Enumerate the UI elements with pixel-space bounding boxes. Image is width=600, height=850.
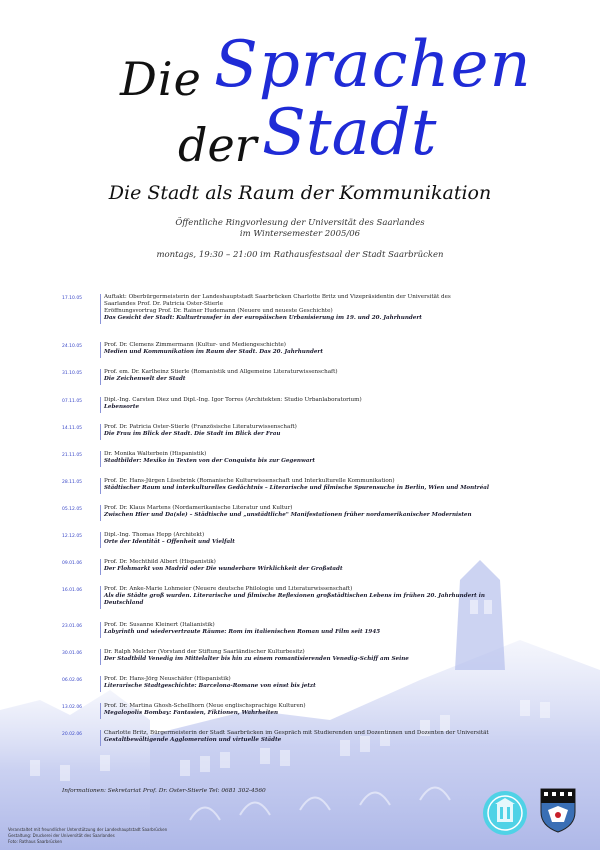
schedule-date: 31.10.05: [62, 371, 83, 376]
schedule-date: 07.11.05: [62, 399, 83, 404]
schedule-line: Dr. Monika Walterbein (Hispanistik): [104, 451, 207, 457]
schedule-text: [104, 586, 544, 607]
schedule-lecture-title: Gestaltbewältigende Agglomeration und virtuelle Städte: [104, 737, 282, 743]
schedule-date: 13.02.06: [62, 705, 83, 710]
schedule-lecture-title: Medien und Kommunikation im Raum der Stadt. Das 20. Jahrhundert: [104, 349, 323, 355]
schedule-text: [104, 294, 544, 322]
schedule-line: Prof. Dr. Susanne Kleinert (Italianistik): [104, 622, 215, 628]
schedule-text: [104, 369, 544, 383]
schedule-line: Prof. Dr. Patricia Oster-Stierle (Französische Literaturwissenschaft): [104, 424, 297, 430]
schedule-lecture-title: Der Flohmarkt von Madrid oder Die wunderbare Wirklichkeit der Großstadt: [104, 566, 343, 572]
schedule-date: 28.11.05: [62, 480, 83, 485]
schedule-entry: [0, 703, 600, 719]
schedule-entry: [0, 342, 600, 358]
schedule-divider: [100, 478, 101, 494]
schedule-date: 23.01.06: [62, 624, 83, 629]
schedule-line: Dipl.-Ing. Thomas Hepp (Architekt): [104, 532, 205, 538]
schedule-lecture-title: Deutschland: [104, 600, 144, 606]
schedule-entry: [0, 451, 600, 467]
university-seal-logo: [482, 790, 528, 836]
schedule-line: Prof. Dr. Martina Ghosh-Schellhorn (Neue englischsprachige Kulturen): [104, 703, 306, 709]
schedule-lecture-title: Städtischer Raum und interkulturelles Gedächtnis – Literarische und filmische Spurensuche in Berlin, Wien und Montréal: [104, 485, 490, 491]
schedule-text: [104, 622, 544, 636]
schedule-line: Prof. em. Dr. Karlheinz Stierle (Romanistik und Allgemeine Literaturwissenschaft): [104, 369, 338, 375]
credits-line: Gestaltung: Druckerei der Universität des Saarlandes: [8, 833, 115, 838]
schedule-lecture-title: Labyrinth und wiedervertraute Räume: Rom im italienischen Roman und Film seit 1945: [104, 629, 381, 635]
schedule-entry: [0, 676, 600, 692]
schedule-date: 12.12.05: [62, 534, 83, 539]
title-word-der: der: [178, 118, 257, 172]
schedule-divider: [100, 424, 101, 440]
schedule-text: [104, 342, 544, 356]
schedule-lecture-title: Literarische Stadtgeschichte: Barcelona-Romane von einst bis jetzt: [104, 683, 316, 689]
intro-line-time-place: montags, 19:30 – 21:00 im Rathausfestsaal der Stadt Saarbrücken: [156, 250, 444, 260]
credits-line: Veranstaltet mit freundlicher Unterstützung der Landeshauptstadt Saarbrücken: [8, 827, 168, 832]
schedule-text: [104, 424, 544, 438]
schedule-line: Dipl.-Ing. Carsten Diez und Dipl.-Ing. Igor Torres (Architekten: Studio Urbanlaboratorium): [104, 397, 362, 403]
schedule-line: Eröffnungsvortrag Prof. Dr. Rainer Hudemann (Neuere und neueste Geschichte): [104, 308, 333, 314]
schedule-divider: [100, 586, 101, 609]
schedule-lecture-title: Orte der Identität – Offenheit und Vielfalt: [104, 539, 235, 545]
schedule-line: Dr. Ralph Melcher (Vorstand der Stiftung Saarländischer Kulturbesitz): [104, 649, 305, 655]
schedule-entry: [0, 294, 600, 324]
schedule-text: [104, 478, 544, 492]
schedule-date: 17.10.05: [62, 296, 83, 301]
schedule-entry: [0, 622, 600, 638]
intro-line-lecture-series: Öffentliche Ringvorlesung der Universität des Saarlandes: [175, 218, 425, 228]
subtitle: Die Stadt als Raum der Kommunikation: [108, 182, 492, 204]
schedule-date: 30.01.06: [62, 651, 83, 656]
title-word-die: Die: [120, 52, 202, 106]
schedule-text: [104, 397, 544, 411]
schedule-entry: [0, 559, 600, 575]
schedule-lecture-title: Zwischen Hier und Da(sle) – Städtische und „unstädtliche" Manifestationen früher nordamerikanischer Modernisten: [104, 512, 472, 518]
schedule-line: Prof. Dr. Hans-Jörg Neuschäfer (Hispanistik): [104, 676, 231, 682]
schedule-divider: [100, 532, 101, 548]
schedule-divider: [100, 622, 101, 638]
schedule-line: Charlotte Britz, Bürgermeisterin der Stadt Saarbrücken im Gespräch mit Studierenden und Dozentinnen und Dozenten der Universität: [104, 730, 489, 736]
schedule-line: Saarlandes Prof. Dr. Patricia Oster-Stierle: [104, 301, 223, 307]
schedule-divider: [100, 676, 101, 692]
schedule-text: [104, 505, 544, 519]
schedule-date: 05.12.05: [62, 507, 83, 512]
intro-line-semester: im Wintersemester 2005/06: [239, 229, 361, 239]
schedule-entry: [0, 730, 600, 746]
schedule-text: [104, 649, 544, 663]
schedule-line: Auftakt: Oberbürgermeisterin der Landeshauptstadt Saarbrücken Charlotte Britz und Vizepräsidentin der Universität des: [104, 294, 451, 300]
schedule-line: Prof. Dr. Hans-Jürgen Lüsebrink (Romanische Kulturwissenschaft und Interkulturelle Kommunikation): [104, 478, 395, 484]
title-word-sprachen: Sprachen: [214, 28, 532, 102]
schedule-line: Prof. Dr. Anke-Marie Lohmeier (Neuere deutsche Philologie und Literaturwissenschaft): [104, 586, 353, 592]
schedule-entry: [0, 532, 600, 548]
credits-line: Foto: Rathaus Saarbrücken: [8, 839, 63, 844]
schedule-divider: [100, 649, 101, 665]
schedule-date: 16.01.06: [62, 588, 83, 593]
schedule-date: 09.01.06: [62, 561, 83, 566]
schedule-date: 21.11.05: [62, 453, 83, 458]
schedule-date: 24.10.05: [62, 344, 83, 349]
schedule-lecture-title: Die Zeichenwelt der Stadt: [104, 376, 186, 382]
schedule-lecture-title: Lebensorte: [104, 404, 139, 410]
schedule-date: 20.02.06: [62, 732, 83, 737]
schedule-line: Prof. Dr. Mechthild Albert (Hispanistik): [104, 559, 216, 565]
schedule-lecture-title: Stadtbilder: Mexiko in Texten von der Conquista bis zur Gegenwart: [104, 458, 315, 464]
schedule-date: 14.11.05: [62, 426, 83, 431]
schedule-divider: [100, 703, 101, 719]
schedule-lecture-title: Der Stadtbild Venedig im Mittelalter bis hin zu einem romantisierenden Venedig-Schiff am Seine: [104, 656, 409, 662]
schedule-date: 06.02.06: [62, 678, 83, 683]
schedule-divider: [100, 369, 101, 385]
contact-information: Informationen: Sekretariat Prof. Dr. Oster-Stierle Tel: 0681 302-4560: [62, 788, 266, 794]
schedule-divider: [100, 451, 101, 467]
schedule-text: [104, 559, 544, 573]
schedule-entry: [0, 586, 600, 609]
schedule-divider: [100, 559, 101, 575]
schedule-line: Prof. Dr. Klaus Martens (Nordamerikanische Literatur und Kultur): [104, 505, 293, 511]
city-coat-of-arms-logo: [538, 786, 578, 834]
schedule-line: Prof. Dr. Clemens Zimmermann (Kultur- und Mediengeschichte): [104, 342, 286, 348]
schedule-entry: [0, 478, 600, 494]
schedule-divider: [100, 294, 101, 324]
schedule-divider: [100, 505, 101, 521]
schedule-entry: [0, 424, 600, 440]
schedule-divider: [100, 730, 101, 746]
schedule-lecture-title: Als die Städte groß wurden. Literarische und filmische Reflexionen großstädtischen Lebens im frühen 20. Jahrhundert in: [104, 593, 485, 599]
schedule-text: [104, 532, 544, 546]
schedule-lecture-title: Die Frau im Blick der Stadt. Die Stadt im Blick der Frau: [104, 431, 281, 437]
schedule-text: [104, 676, 544, 690]
schedule-text: [104, 730, 544, 744]
schedule-text: [104, 703, 544, 717]
schedule-entry: [0, 369, 600, 385]
title-word-stadt: Stadt: [262, 96, 437, 170]
schedule-lecture-title: Das Gesicht der Stadt: Kulturtransfer in der europäischen Urbanisierung im 19. und 20. Jahrhundert: [104, 315, 422, 321]
schedule-text: [104, 451, 544, 465]
schedule-entry: [0, 649, 600, 665]
schedule-divider: [100, 397, 101, 413]
schedule-lecture-title: Megalopolis Bombay: Fantasien, Fiktionen, Wahrheiten: [104, 710, 279, 716]
credits: [8, 827, 268, 845]
schedule-divider: [100, 342, 101, 358]
schedule-entry: [0, 397, 600, 413]
schedule-entry: [0, 505, 600, 521]
